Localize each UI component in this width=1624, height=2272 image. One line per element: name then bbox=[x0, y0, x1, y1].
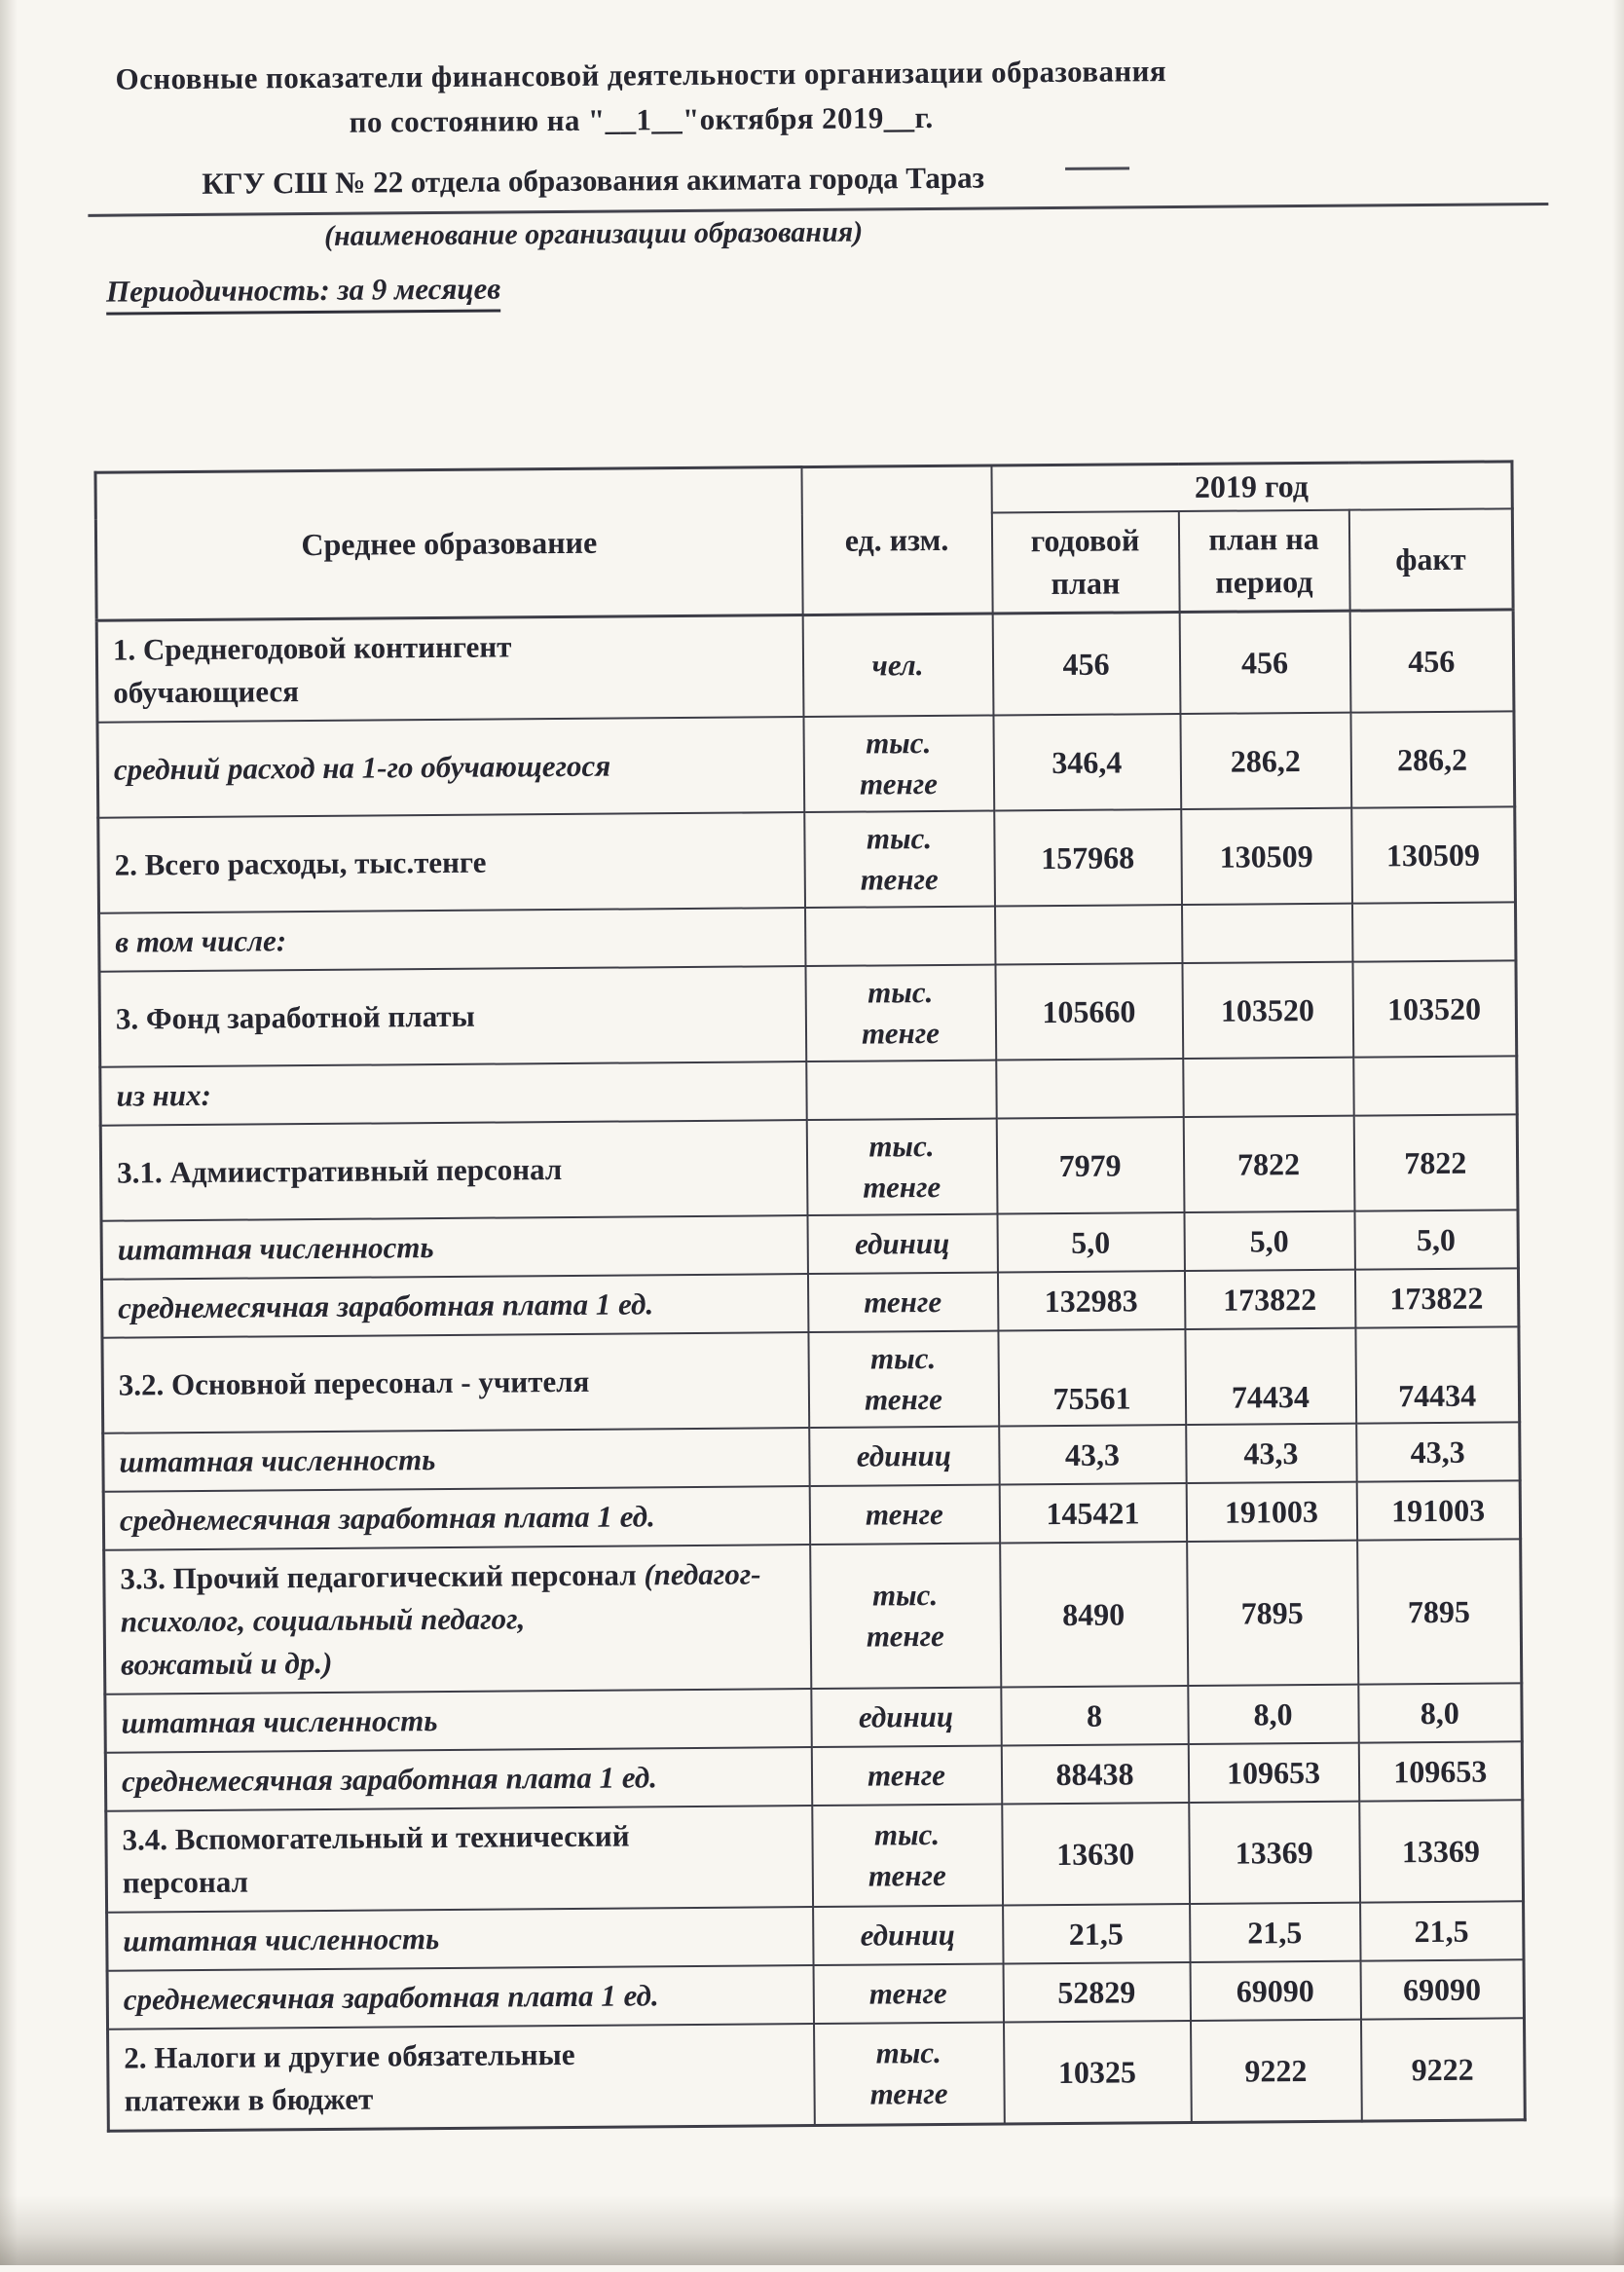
unit-cell: единиц bbox=[811, 1688, 1001, 1748]
indicator-cell: среднемесячная заработная плата 1 ед. bbox=[107, 1965, 813, 2030]
period-plan-cell: 43,3 bbox=[1186, 1424, 1356, 1483]
annual-plan-cell: 105660 bbox=[995, 963, 1183, 1061]
fact-cell: 191003 bbox=[1356, 1480, 1520, 1540]
table-row bbox=[96, 610, 1514, 723]
indicator-cell: штатная численность bbox=[101, 1215, 807, 1280]
unit-cell: тыс. тенге bbox=[808, 1331, 999, 1429]
period-plan-cell: 13369 bbox=[1189, 1802, 1360, 1904]
indicator-cell: 1. Среднегодовой контингент обучающиеся bbox=[96, 615, 803, 723]
fact-cell: 286,2 bbox=[1350, 711, 1515, 807]
column-header-annual-plan: годовой план bbox=[991, 511, 1179, 615]
table-row bbox=[100, 1114, 1518, 1220]
organization-underline bbox=[88, 203, 1548, 217]
column-group-year: 2019 год bbox=[991, 462, 1512, 512]
annual-plan-cell: 88438 bbox=[1001, 1744, 1188, 1805]
unit-cell bbox=[806, 1061, 996, 1121]
table-header bbox=[95, 462, 1513, 620]
table-row bbox=[101, 1210, 1518, 1279]
unit-cell: тыс. тенге bbox=[806, 1119, 997, 1216]
annual-plan-cell: 52829 bbox=[1003, 1962, 1190, 2023]
fact-cell: 9222 bbox=[1360, 2018, 1525, 2121]
unit-cell: тыс. тенге bbox=[810, 1544, 1001, 1690]
unit-cell: чел. bbox=[802, 614, 993, 717]
indicator-cell: в том числе: bbox=[99, 908, 805, 972]
unit-cell: тыс. тенге bbox=[805, 965, 996, 1062]
annual-plan-cell: 10325 bbox=[1004, 2021, 1192, 2124]
unit-cell: тыс. тенге bbox=[814, 2022, 1005, 2125]
period-plan-cell: 173822 bbox=[1184, 1270, 1354, 1329]
indicator-cell: штатная численность bbox=[107, 1907, 813, 1971]
table-row bbox=[108, 2018, 1526, 2131]
fact-cell: 173822 bbox=[1354, 1268, 1518, 1327]
annual-plan-cell: 7979 bbox=[996, 1117, 1184, 1214]
period-plan-cell: 69090 bbox=[1190, 1961, 1360, 2021]
unit-cell: тенге bbox=[811, 1746, 1001, 1806]
column-header-period-plan: план на период bbox=[1178, 509, 1349, 612]
fact-cell: 21,5 bbox=[1360, 1901, 1524, 1960]
financial-indicators-table bbox=[93, 460, 1526, 2132]
organization-name: КГУ СШ № 22 отдела образования акимата города Тараз bbox=[202, 160, 985, 201]
annual-plan-cell: 8 bbox=[1001, 1686, 1188, 1746]
period-plan-cell: 74434 bbox=[1185, 1328, 1356, 1425]
indicator-cell: штатная численность bbox=[105, 1689, 811, 1753]
column-header-indicator: Среднее образование bbox=[95, 467, 802, 621]
annual-plan-cell: 456 bbox=[992, 613, 1180, 716]
unit-cell: единиц bbox=[807, 1214, 997, 1275]
annual-plan-cell: 21,5 bbox=[1003, 1904, 1190, 1964]
fact-cell: 109653 bbox=[1358, 1741, 1522, 1801]
page-title-line2: по состоянию на "__1__"октября 2019__г. bbox=[349, 99, 934, 139]
indicator-cell: штатная численность bbox=[103, 1428, 809, 1492]
annual-plan-cell bbox=[996, 1059, 1183, 1119]
indicator-cell: 2. Налоги и другие обязательные платежи в бюджет bbox=[108, 2024, 815, 2131]
annual-plan-cell: 75561 bbox=[998, 1329, 1186, 1427]
unit-cell: тенге bbox=[809, 1485, 999, 1546]
fact-cell: 69090 bbox=[1360, 1959, 1524, 2019]
table-row bbox=[99, 960, 1517, 1066]
indicator-cell: 2. Всего расходы, тыс.тенге bbox=[98, 812, 805, 913]
periodicity-label: Периодичность: за 9 месяцев bbox=[106, 271, 501, 315]
period-plan-cell: 5,0 bbox=[1184, 1211, 1354, 1271]
period-plan-cell: 456 bbox=[1179, 611, 1350, 714]
table-row bbox=[104, 1539, 1522, 1694]
period-plan-cell: 103520 bbox=[1182, 962, 1353, 1059]
period-plan-cell: 130509 bbox=[1181, 808, 1352, 905]
organization-caption: (наименование организации образования) bbox=[323, 215, 864, 252]
indicator-cell: средний расход на 1-го обучающегося bbox=[97, 717, 804, 818]
indicator-cell: среднемесячная заработная плата 1 ед. bbox=[105, 1747, 811, 1811]
table-row bbox=[106, 1800, 1524, 1912]
fact-cell: 103520 bbox=[1352, 960, 1517, 1057]
period-plan-cell: 7822 bbox=[1183, 1116, 1354, 1212]
period-plan-cell: 9222 bbox=[1191, 2020, 1362, 2123]
fact-cell: 5,0 bbox=[1354, 1210, 1518, 1269]
table-row bbox=[105, 1741, 1522, 1810]
period-plan-cell: 7895 bbox=[1187, 1541, 1358, 1686]
table-row bbox=[105, 1683, 1522, 1752]
fact-cell: 8,0 bbox=[1358, 1683, 1522, 1742]
annual-plan-cell: 43,3 bbox=[999, 1425, 1186, 1485]
table-row bbox=[97, 711, 1515, 817]
period-plan-cell bbox=[1182, 904, 1352, 963]
indicator-cell: 3. Фонд заработной платы bbox=[99, 966, 806, 1067]
annual-plan-cell bbox=[995, 905, 1182, 965]
fact-cell: 7895 bbox=[1357, 1539, 1522, 1684]
fact-cell: 7822 bbox=[1353, 1114, 1518, 1210]
annual-plan-cell: 5,0 bbox=[997, 1212, 1184, 1273]
fact-cell: 130509 bbox=[1351, 806, 1516, 903]
indicator-cell: среднемесячная заработная плата 1 ед. bbox=[101, 1274, 807, 1338]
unit-cell: единиц bbox=[809, 1427, 999, 1487]
fact-cell bbox=[1353, 1056, 1517, 1115]
period-plan-cell: 8,0 bbox=[1188, 1685, 1358, 1744]
table-row bbox=[98, 806, 1516, 913]
annual-plan-cell: 8490 bbox=[1000, 1542, 1188, 1688]
unit-cell: тыс. тенге bbox=[804, 811, 995, 909]
table-row bbox=[102, 1326, 1520, 1433]
annual-plan-cell: 157968 bbox=[994, 809, 1182, 907]
fact-cell: 43,3 bbox=[1356, 1422, 1520, 1481]
table-body bbox=[96, 610, 1525, 2131]
indicator-cell: 3.2. Основной пересонал - учителя bbox=[102, 1332, 809, 1434]
unit-cell: тыс. тенге bbox=[803, 716, 994, 813]
period-plan-cell: 109653 bbox=[1188, 1743, 1358, 1803]
unit-cell: тенге bbox=[813, 1963, 1003, 2024]
unit-cell: тыс. тенге bbox=[812, 1804, 1003, 1907]
column-header-unit: ед. изм. bbox=[801, 466, 992, 615]
annual-plan-cell: 13630 bbox=[1002, 1803, 1190, 1906]
column-header-fact: факт bbox=[1348, 508, 1513, 611]
annual-plan-cell: 132983 bbox=[997, 1271, 1184, 1331]
period-plan-cell: 21,5 bbox=[1190, 1903, 1360, 1962]
fact-cell: 13369 bbox=[1359, 1800, 1524, 1902]
unit-cell: единиц bbox=[813, 1905, 1003, 1965]
indicator-cell: 3.3. Прочий педагогический персонал (педагог-психолог, социальный педагог, вожатый и др.) bbox=[104, 1545, 811, 1695]
blank-line-mark bbox=[1065, 167, 1129, 170]
unit-cell: тенге bbox=[807, 1273, 997, 1333]
period-plan-cell: 286,2 bbox=[1180, 713, 1351, 809]
annual-plan-cell: 145421 bbox=[999, 1483, 1186, 1544]
indicator-cell: 3.4. Вспомогательный и технический персонал bbox=[106, 1806, 813, 1913]
period-plan-cell: 191003 bbox=[1186, 1482, 1356, 1542]
unit-cell bbox=[805, 907, 995, 967]
indicator-cell: среднемесячная заработная плата 1 ед. bbox=[103, 1486, 809, 1550]
indicator-cell: 3.1. Адмиистративный персонал bbox=[100, 1120, 807, 1221]
fact-cell: 74434 bbox=[1355, 1326, 1520, 1423]
period-plan-cell bbox=[1183, 1058, 1353, 1117]
annual-plan-cell: 346,4 bbox=[993, 714, 1181, 811]
fact-cell: 456 bbox=[1349, 610, 1514, 713]
table-row bbox=[101, 1268, 1518, 1337]
indicator-cell: из них: bbox=[100, 1062, 806, 1126]
fact-cell bbox=[1351, 902, 1515, 961]
page-title-line1: Основные показатели финансовой деятельности организации образования bbox=[115, 54, 1167, 96]
